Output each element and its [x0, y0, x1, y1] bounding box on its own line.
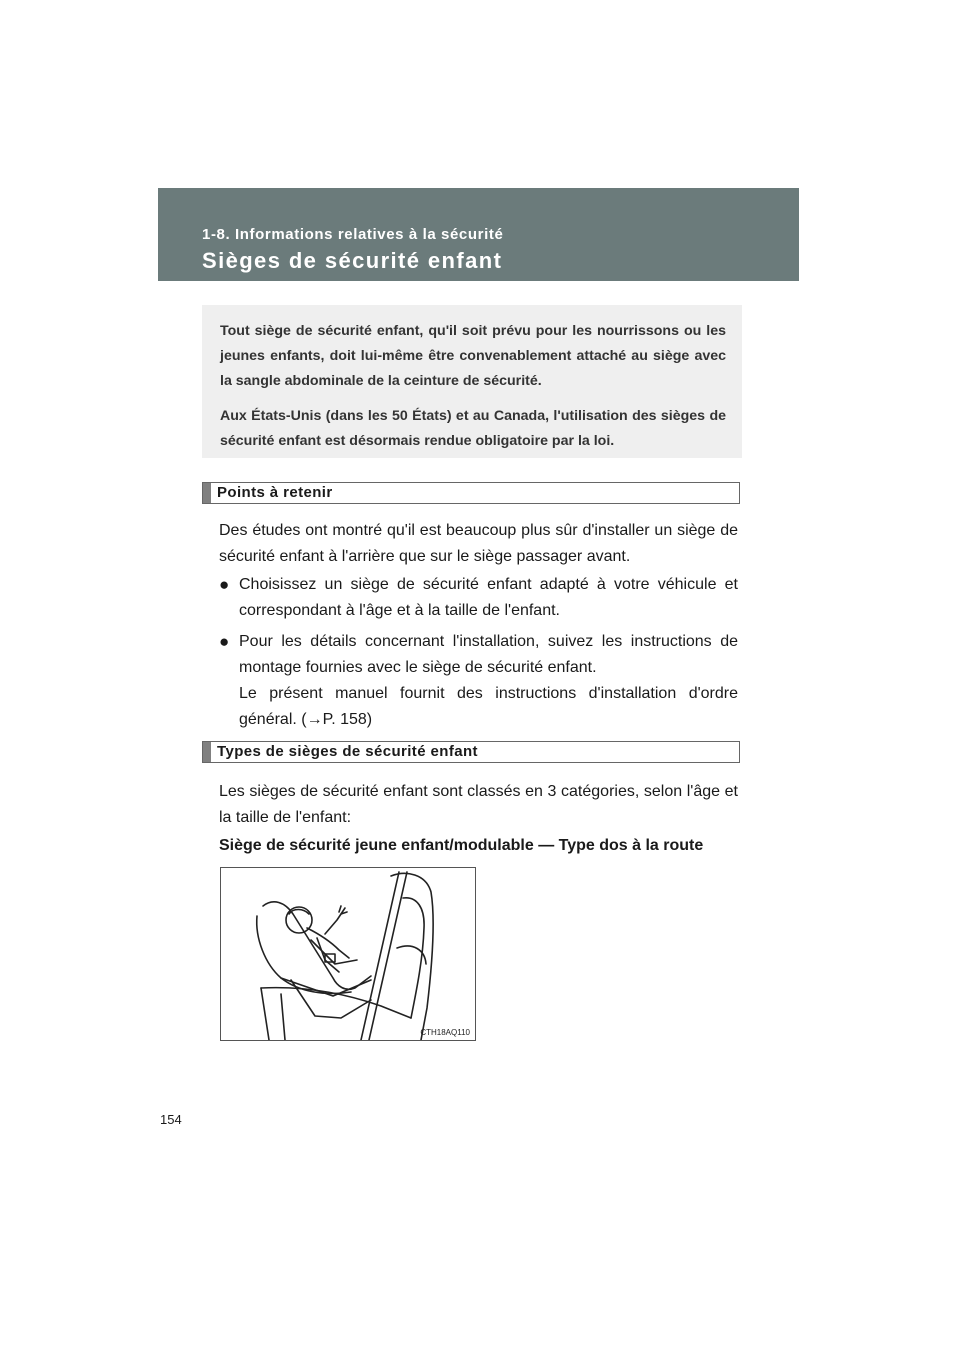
seat-illustration — [220, 867, 476, 1041]
bullet-dot-icon: ● — [219, 575, 230, 594]
child-seat-drawing — [221, 868, 475, 1040]
bullet-dot-icon: ● — [219, 632, 230, 651]
seat-type-title: Siège de sécurité jeune enfant/modulable — Type dos à la route — [219, 837, 704, 854]
bullet-text-continued: Le présent manuel fournit des instructions d'installation d'ordre général. (→P. 158) — [239, 685, 738, 728]
page-number: 154 — [160, 1112, 182, 1127]
subheading-types — [202, 741, 740, 763]
points-paragraph: Des études ont montré qu'il est beaucoup plus sûr d'installer un siège de sécurité enfant à l'arrière que sur le siège passager avant. — [219, 522, 738, 565]
bullet-text: Choisissez un siège de sécurité enfant adapté à votre véhicule et correspondant à l'âge et à la taille de l'enfant. — [239, 576, 738, 619]
subheading-bar — [203, 742, 211, 762]
figure-code: CTH18AQ110 — [420, 1028, 470, 1037]
intro-box — [202, 305, 742, 458]
subheading-points — [202, 482, 740, 504]
types-paragraph: Les sièges de sécurité enfant sont classés en 3 catégories, selon l'âge et la taille de l'enfant: — [219, 783, 738, 826]
intro-paragraph-2: Aux États-Unis (dans les 50 États) et au Canada, l'utilisation des sièges de sécurité enfant est désormais rendue obligatoire par la loi. — [220, 408, 726, 449]
subheading-label: Points à retenir — [217, 484, 333, 501]
section-label: 1-8. Informations relatives à la sécurité — [202, 226, 504, 243]
bullet-text: Pour les détails concernant l'installation, suivez les instructions de montage fournies avec le siège de sécurité enfant. — [239, 633, 738, 676]
bullet-item-2 — [219, 629, 738, 733]
subheading-label: Types de sièges de sécurité enfant — [217, 743, 478, 760]
page-title: Sièges de sécurité enfant — [202, 248, 503, 273]
section-header — [158, 188, 799, 281]
bullet-item-1 — [219, 572, 738, 624]
intro-paragraph-1: Tout siège de sécurité enfant, qu'il soit prévu pour les nourrissons ou les jeunes enfants, doit lui-même être convenablement attaché au siège avec la sangle abdominale de la ceinture de sécurité. — [220, 323, 726, 389]
subheading-bar — [203, 483, 211, 503]
